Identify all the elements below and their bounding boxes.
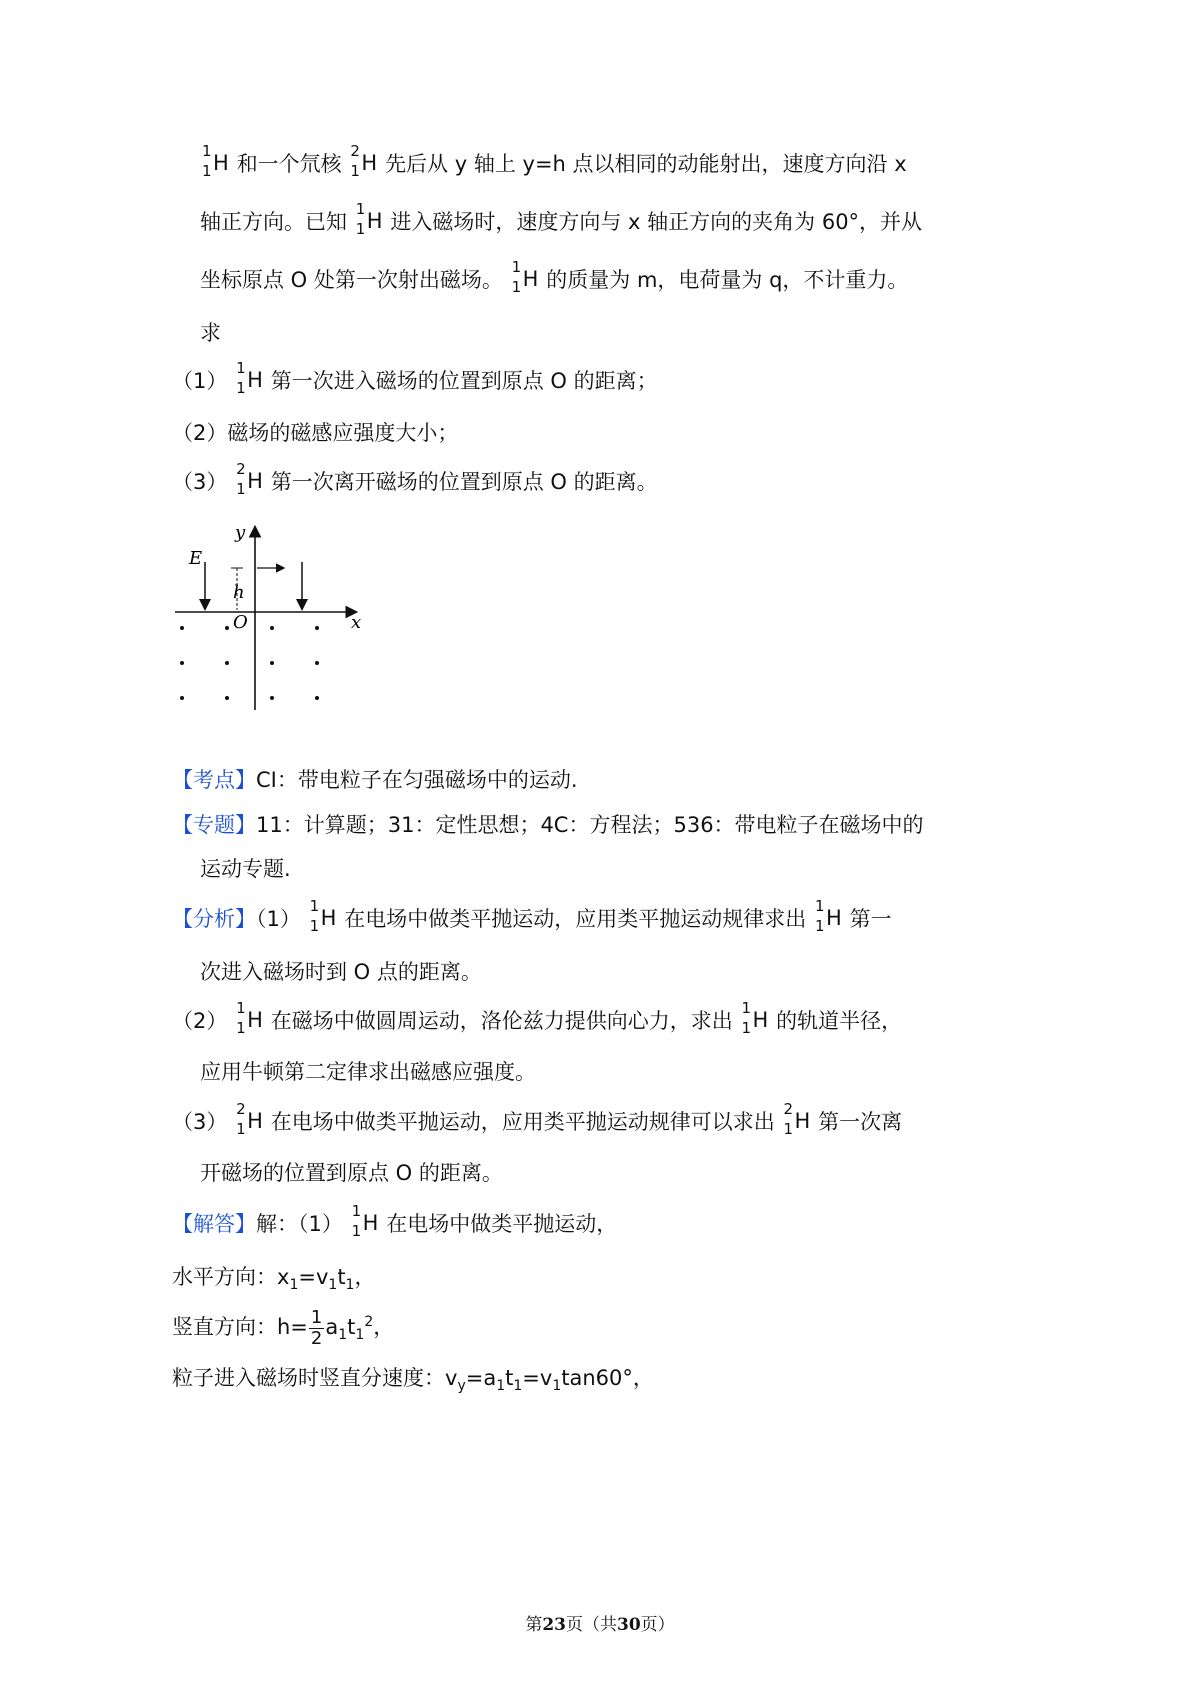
jieda-line-1: 【解答】解：（1） 1 1 H 在电场中做类平抛运动， [172, 1205, 617, 1245]
question-2: （2）磁场的磁感应强度大小； [172, 421, 459, 445]
isotope-h2: 2 1 H [236, 460, 263, 498]
e-label: E [189, 548, 203, 569]
problem-line-1: 1 1 H 和一个氘核 2 1 H 先后从 y 轴上 y=h 点以相同的动能射出，速度方向沿 x [200, 145, 907, 185]
zhuanti-line-2: 运动专题. [200, 857, 291, 881]
fenxi-line-1: 【分析】（1） 1 1 H 在电场中做类平抛运动，应用类平抛运动规律求出 1 1 H 第一 [172, 900, 892, 940]
isotope-h2: 2 1 H [350, 142, 378, 180]
isotope-h1: 1 1 H [741, 999, 769, 1037]
problem-line-4: 求 [200, 321, 221, 345]
isotope-h1: 1 1 H [236, 359, 263, 397]
fenxi-line-2: 次进入磁场时到 O 点的距离。 [200, 960, 482, 984]
jieda-tag: 【解答】 [172, 1212, 256, 1236]
isotope-h1: 1 1 H [355, 200, 383, 238]
isotope-h1: 1 1 H [309, 897, 337, 935]
isotope-h1: 1 1 H [814, 897, 842, 935]
isotope-h2: 2 1 H [236, 1100, 263, 1138]
fenxi-line-6: 开磁场的位置到原点 O 的距离。 [200, 1161, 503, 1185]
page-number: 23 [542, 1615, 566, 1635]
fraction-half: $\frac{1}{2}$ [310, 1306, 323, 1349]
h-label: h [233, 582, 245, 603]
isotope-h1: 1 1 H [202, 142, 229, 180]
question-3: （3） 2 1 H 第一次离开磁场的位置到原点 O 的距离。 [172, 463, 658, 503]
problem-line-3: 坐标原点 O 处第一次射出磁场。 1 1 H 的质量为 m，电荷量为 q，不计重力。 [200, 261, 908, 301]
equation-horizontal: 水平方向：$x_1=v_1t_1$， [172, 1265, 376, 1294]
kaodian-line: 【考点】CI：带电粒子在匀强磁场中的运动. [172, 768, 578, 792]
isotope-h2: 2 1 H [783, 1100, 811, 1138]
zhuanti-line: 【专题】11：计算题；31：定性思想；4C：方程法；536：带电粒子在磁场中的 [172, 813, 924, 837]
equation-vy: 粒子进入磁场时竖直分速度：$v_y=a_1t_1=v_1\tan 60^\circ$， [172, 1366, 654, 1395]
isotope-h1: 1 1 H [351, 1202, 379, 1240]
question-1: （1） 1 1 H 第一次进入磁场的位置到原点 O 的距离； [172, 362, 658, 402]
isotope-h1: 1 1 H [511, 258, 539, 296]
page-footer: 第23页（共30页） [525, 1615, 675, 1635]
magnetic-field-dots [180, 626, 319, 700]
fenxi-line-4: 应用牛顿第二定律求出磁感应强度。 [200, 1060, 536, 1084]
x-label: x [351, 612, 362, 633]
kaodian-tag: 【考点】 [172, 768, 256, 792]
origin-label: O [233, 612, 248, 633]
fenxi-tag: 【分析】 [172, 907, 256, 931]
fenxi-line-3: （2） 1 1 H 在磁场中做圆周运动，洛伦兹力提供向心力，求出 1 1 H 的轨道半径， [172, 1002, 902, 1042]
zhuanti-tag: 【专题】 [172, 813, 256, 837]
problem-line-2: 轴正方向。已知 1 1 H 进入磁场时，速度方向与 x 轴正方向的夹角为 60°，并从 [200, 203, 922, 243]
y-label: y [235, 522, 246, 543]
field-diagram [165, 520, 385, 720]
equation-vertical: 竖直方向：h= $\frac{1}{2}$ $a_1t_1^2$， [172, 1306, 395, 1349]
page-total: 30 [617, 1615, 641, 1635]
isotope-h1: 1 1 H [236, 999, 263, 1037]
fenxi-line-5: （3） 2 1 H 在电场中做类平抛运动，应用类平抛运动规律可以求出 2 1 H 第一次离 [172, 1103, 902, 1143]
